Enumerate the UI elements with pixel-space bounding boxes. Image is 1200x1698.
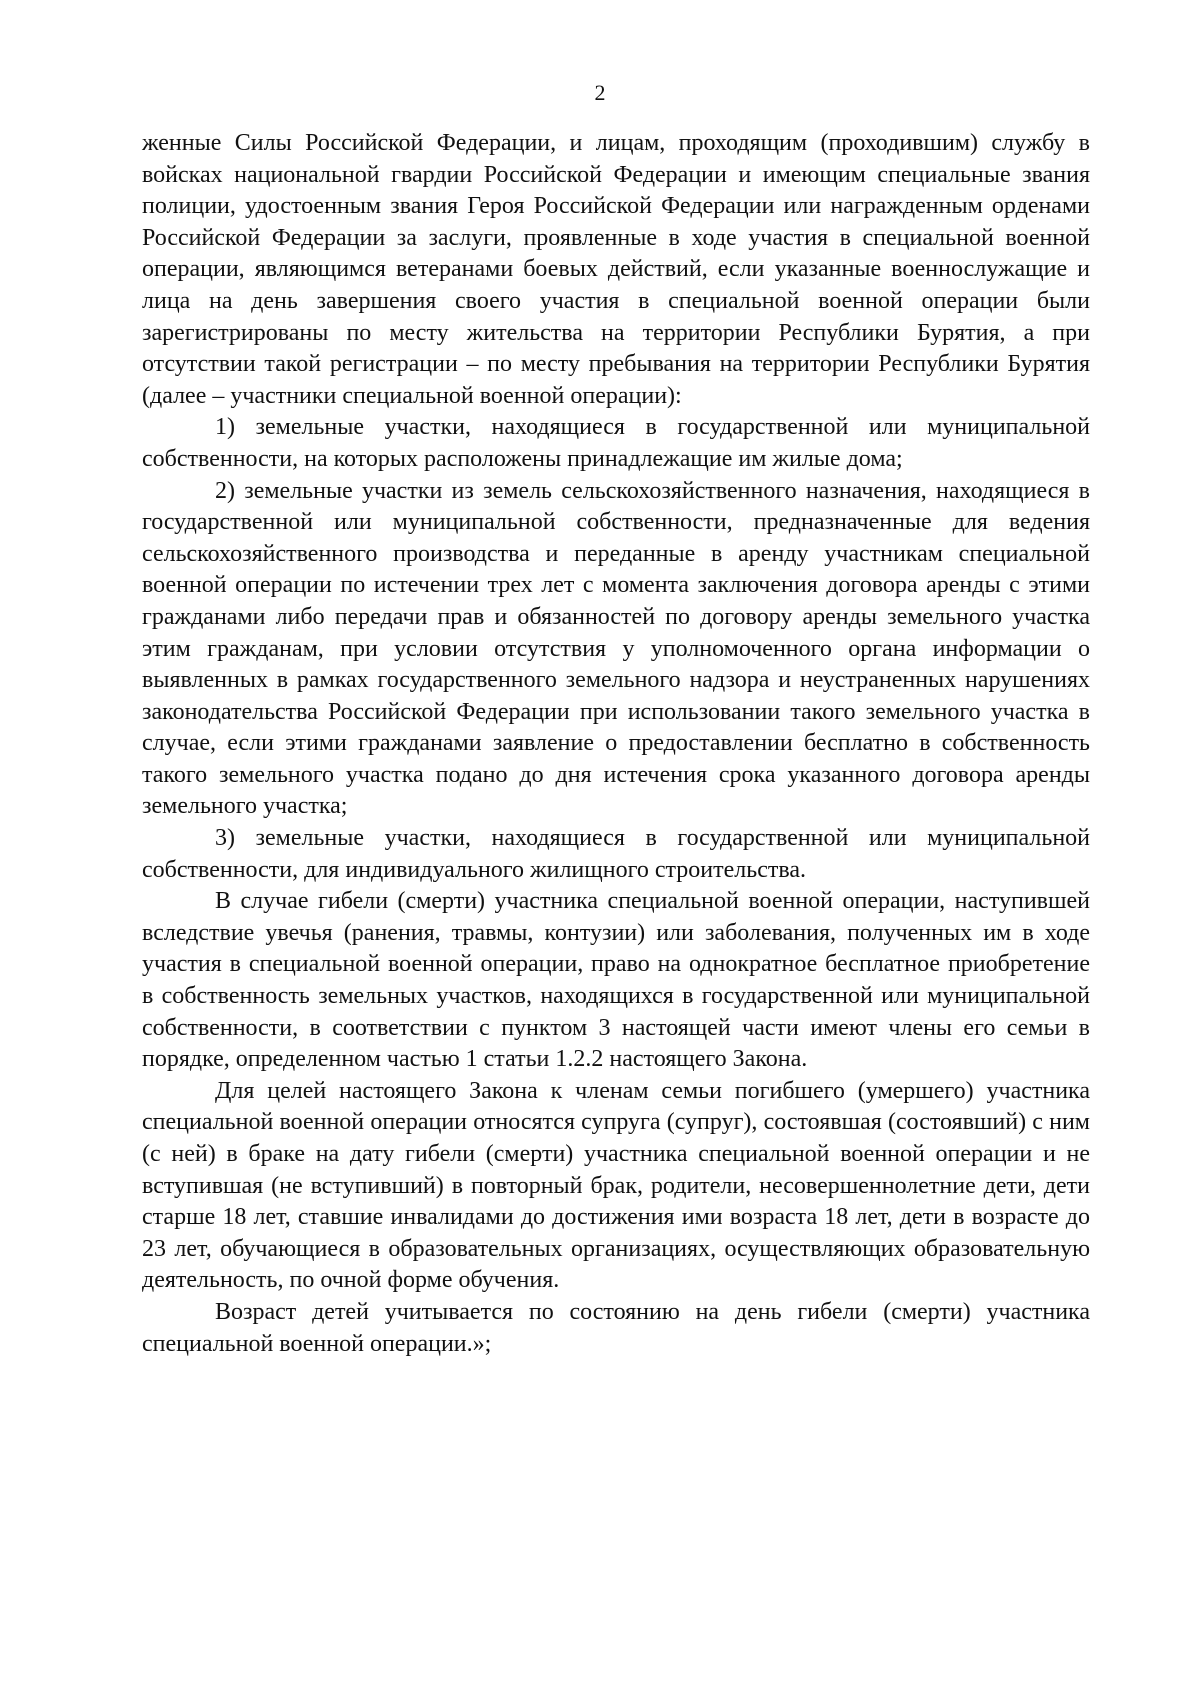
page-number: 2 <box>594 80 606 105</box>
paragraph-death-case: В случае гибели (смерти) участника специальной военной операции, наступившей вследствие увечья (ранения, травмы, контузии) или заболевания, полученных им в ходе участия в специальной военной операции, право на однократное бесплатное приобретение в собственность земельных участков, находящихся в государственной или муниципальной собственности, в соответствии с пунктом 3 настоящей части имеют члены его семьи в порядке, определенном частью 1 статьи 1.2.2 настоящего Закона. <box>142 888 1090 1073</box>
document-body <box>142 128 1090 1360</box>
paragraph-item-2: 2) земельные участки из земель сельскохозяйственного назначения, находящиеся в государственной или муниципальной собственности, предназначенные для ведения сельскохозяйственного производства и переданные в аренду участникам специальной военной операции по истечении трех лет с момента заключения договора аренды с этими гражданами либо передачи прав и обязанностей по договору аренды земельного участка этим гражданам, при условии отсутствия у уполномоченного органа информации о выявленных в рамках государственного земельного надзора и неустраненных нарушениях законодательства Российской Федерации при использовании такого земельного участка в случае, если этими гражданами заявление о предоставлении бесплатно в собственность такого земельного участка подано до дня истечения срока указанного договора аренды земельного участка; <box>142 477 1090 820</box>
paragraph-children-age: Возраст детей учитывается по состоянию на день гибели (смерти) участника специальной военной операции.»; <box>142 1298 1090 1357</box>
paragraph-item-1: 1) земельные участки, находящиеся в государственной или муниципальной собственности, на которых расположены принадлежащие им жилые дома; <box>142 414 1090 472</box>
paragraph-continuation: женные Силы Российской Федерации, и лицам, проходящим (проходившим) службу в войсках национальной гвардии Российской Федерации и имеющим специальные звания полиции, удостоенным звания Героя Российской Федерации или награжденным орденами Российской Федерации за заслуги, проявленные в ходе участия в специальной военной операции, являющимся ветеранами боевых действий, если указанные военнослужащие и лица на день завершения своего участия в специальной военной операции были зарегистрированы по месту жительства на территории Республики Бурятия, а при отсутствии такой регистрации – по месту пребывания на территории Республики Бурятия (далее – участники специальной военной операции): <box>142 130 1090 409</box>
paragraph-item-3: 3) земельные участки, находящиеся в государственной или муниципальной собственности, для индивидуального жилищного строительства. <box>142 825 1090 883</box>
paragraph-family-members: Для целей настоящего Закона к членам семьи погибшего (умершего) участника специальной военной операции относятся супруга (супруг), состоявшая (состоявший) с ним (с ней) в браке на дату гибели (смерти) участника специальной военной операции и не вступившая (не вступивший) в повторный брак, родители, несовершеннолетние дети, дети старше 18 лет, ставшие инвалидами до достижения ими возраста 18 лет, дети в возрасте до 23 лет, обучающиеся в образовательных организациях, осуществляющих образовательную деятельность, по очной форме обучения. <box>142 1077 1090 1294</box>
